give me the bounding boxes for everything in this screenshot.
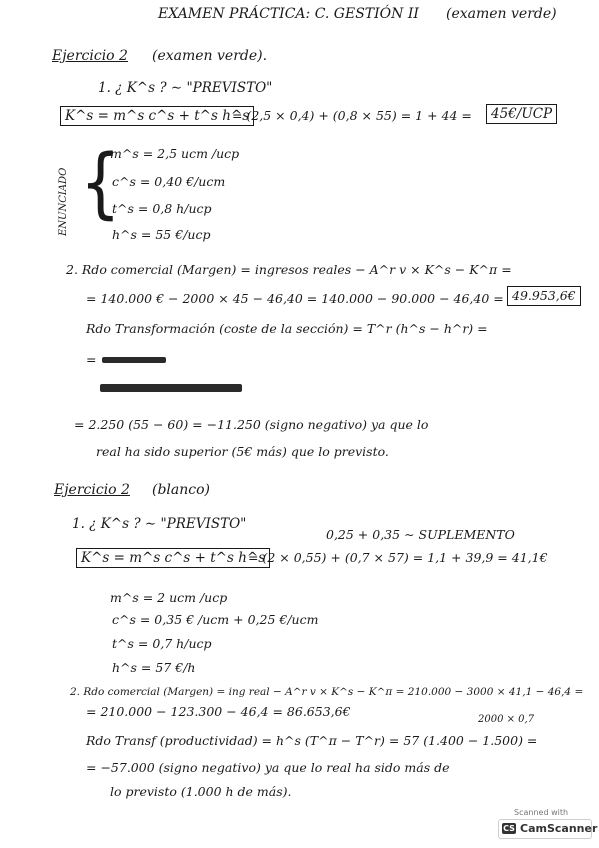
scanned-with-label: Scanned with <box>514 808 569 817</box>
white-q2-line4: = −57.000 (signo negativo) ya que lo real ha sido más de <box>86 760 450 775</box>
green-q2-line7: real ha sido superior (5€ más) que lo previsto. <box>96 444 389 459</box>
white-data-ts: t^s = 0,7 h/ucp <box>112 636 212 651</box>
green-q2-line1: 2. Rdo comercial (Margen) = ingresos reales − A^r v × K^s − K^π = <box>66 262 512 277</box>
green-q2-result: 49.953,6€ <box>507 286 581 306</box>
camscanner-badge <box>498 819 598 839</box>
green-data-ts: t^s = 0,8 h/ucp <box>112 201 212 216</box>
exam-variant-note: (examen verde) <box>446 6 557 22</box>
green-data-hs: h^s = 55 €/ucp <box>112 227 211 242</box>
white-data-cs: c^s = 0,35 € /ucm + 0,25 €/ucm <box>112 612 319 627</box>
crossed-out-scribble <box>100 384 242 392</box>
camscanner-name: CamScanner <box>520 822 598 835</box>
white-data-hs: h^s = 57 €/h <box>112 660 196 675</box>
enunciado-label: ENUNCIADO <box>58 167 69 236</box>
exercise-white-subtitle: (blanco) <box>152 482 210 498</box>
green-ks-result: 45€/UCP <box>486 104 557 124</box>
white-q2-line1: 2. Rdo comercial (Margen) = ing real − A^r v × K^s − K^π = 210.000 − 3000 × 41,1 − 46,4 = <box>70 686 584 698</box>
white-q2-line5: lo previsto (1.000 h de más). <box>110 784 292 799</box>
camscanner-watermark <box>498 808 598 842</box>
left-brace-icon: { <box>80 139 121 229</box>
crossed-out-scribble <box>102 357 166 363</box>
white-q2-line3: Rdo Transf (productividad) = h^s (T^π − T^r) = 57 (1.400 − 1.500) = <box>86 733 538 748</box>
green-data-cs: c^s = 0,40 €/ucm <box>112 174 226 189</box>
exercise-green-title: Ejercicio 2 <box>52 48 128 64</box>
white-q2-note: 2000 × 0,7 <box>478 714 535 725</box>
green-q2-line2: = 140.000 € − 2000 × 45 − 46,40 = 140.000 − 90.000 − 46,40 = <box>86 291 504 306</box>
white-ks-calc: = (2 × 0,55) + (0,7 × 57) = 1,1 + 39,9 = 41,1€ <box>248 550 548 565</box>
green-q2-line4: = <box>86 352 97 367</box>
camscanner-logo-icon: CS <box>503 824 515 833</box>
white-data-ms: m^s = 2 ucm /ucp <box>110 590 228 605</box>
green-ks-calc: = (2,5 × 0,4) + (0,8 × 55) = 1 + 44 = <box>232 108 472 123</box>
white-q2-line2: = 210.000 − 123.300 − 46,4 = 86.653,6€ <box>86 704 351 719</box>
green-data-ms: m^s = 2,5 ucm /ucp <box>110 146 240 161</box>
green-q1: 1. ¿ K^s ? ∼ "PREVISTO" <box>98 80 273 96</box>
white-q1: 1. ¿ K^s ? ∼ "PREVISTO" <box>72 516 247 532</box>
white-ks-formula: K^s = m^s c^s + t^s h^s <box>76 548 270 568</box>
green-q2-line6: = 2.250 (55 − 60) = −11.250 (signo negativo) ya que lo <box>74 417 429 432</box>
page-title: EXAMEN PRÁCTICA: C. GESTIÓN II <box>158 6 419 22</box>
green-ks-formula: K^s = m^s c^s + t^s h^s <box>60 106 254 126</box>
white-supplement-note: 0,25 + 0,35 ∼ SUPLEMENTO <box>326 527 515 542</box>
exercise-green-subtitle: (examen verde). <box>152 48 268 64</box>
exercise-white-title: Ejercicio 2 <box>54 482 130 498</box>
green-q2-line3: Rdo Transformación (coste de la sección) = T^r (h^s − h^r) = <box>86 321 488 336</box>
